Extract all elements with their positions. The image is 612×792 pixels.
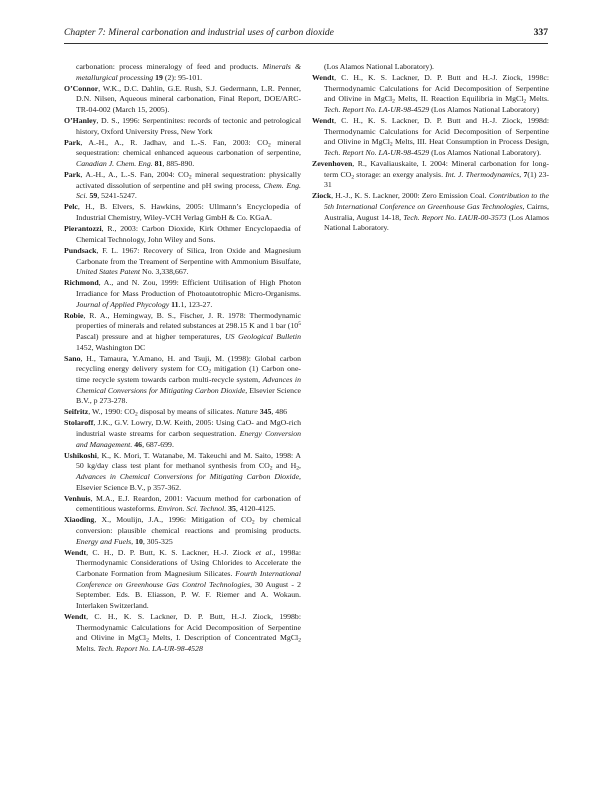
- reference-pundsack: Pundsack, F. L. 1967: Recovery of Silica, Iron Oxide and Magnesium Carbonate from the Treament of Serpentine with Ammonium Bisulfate, United States Patent No. 3,338,667.: [64, 245, 301, 277]
- reference-richmond: Richmond, A., and N. Zou, 1999: Efficient Utilisation of High Photon Irradiance for Mass Production of Photoautotrophic Micro-Organisms. Journal of Applied Phycology 11.1, 123-27.: [64, 278, 301, 309]
- references-left-column: [64, 62, 301, 655]
- reference-continuation: carbonation: process mineralogy of feed and products. Minerals & metallurgical processing 19 (2): 95-101.: [76, 62, 302, 82]
- reference-wendt-1998c: Wendt, C. H., K. S. Lackner, D. P. Butt and H.-J. Ziock, 1998c: Thermodynamic Calculations for Acid Decomposition of Serpentine and Olivine in MgCl$_2$ Melts, II. Reaction Equilibria in MgCl$_2$ Melts. Tech. Report No. LA-UR-98-4529 (Los Alamos National Laboratory): [312, 73, 549, 115]
- header-rule: [64, 43, 548, 44]
- reference-pierantozzi: Pierantozzi, R., 2003: Carbon Dioxide, Kirk Othmer Encyclopaedia of Chemical Technology, John Wiley and Sons.: [64, 224, 301, 244]
- reference-oconnor: O’Connor, W.K., D.C. Dahlin, G.E. Rush, S.J. Gedermann, L.R. Penner, D.N. Nilsen, Aqueous mineral carbonation, Final Report, DOE/ARC-TR-04-002 (March 15, 2005).: [64, 83, 301, 115]
- reference-continuation: (Los Alamos National Laboratory).: [324, 62, 434, 71]
- reference-ohanley: O’Hanley, D. S., 1996: Serpentinites: records of tectonic and petrological history, Oxford University Press, New York: [64, 116, 301, 136]
- running-header: [64, 27, 548, 41]
- reference-sano: Sano, H., Tamaura, Y.Amano, H. and Tsuji, M. (1998): Global carbon recycling energy delivery system for $CO_2$ mitigation (1) Carbon one-time recycle system towards carbon multi-recycle system, Advances in Chemical Conversions for Mitigating Carbon Dioxide, Elsevier Science B.V., p 273-278.: [64, 353, 302, 406]
- reference-wendt-1998a: Wendt, C. H., D. P. Butt, K. S. Lackner, H.-J. Ziock et al., 1998a: Thermodynamic Considerations of Using Chlorides to Accelerate the Carbonate Formation from Magnesium Silicates. Fourth International Conference on Greenhouse Gas Control Technologies, 30 August - 2 September. Eds. B. Eliasson, P. W. F. Riemer and A. Wokaun. Interlaken Switzerland.: [64, 547, 301, 611]
- references-right-column: [312, 62, 549, 234]
- page-number: 337: [533, 27, 548, 38]
- reference-park-2004: Park, A.-H., A., L.-S. Fan, 2004: $CO_2$ mineral sequestration: physically activated dissolution of serpentine and pH swing process, Chem. Eng. Sci. 59, 5241-5247.: [64, 170, 302, 201]
- reference-xiaoding: Xiaoding, X., Moulijn, J.A., 1996: Mitigation of $CO_2$ by chemical conversion: plausible chemical reactions and promising products. Energy and Fuels, 10, 305-325: [64, 515, 302, 546]
- reference-ziock: Ziock, H.-J., K. S. Lackner, 2000: Zero Emission Coal. Contribution to the 5th International Conference on Greenhouse Gas Technologies, Cairns, Australia, August 14-18, Tech. Report No. LAUR-00-3573 (Los Alamos National Laboratory.: [312, 191, 550, 233]
- reference-wendt-1998d: Wendt, C. H., K. S. Lackner, D. P. Butt and H.-J. Ziock, 1998d: Thermodynamic Calculations for Acid Decomposition of Serpentine and Olivine in MgCl$_2$ Melts, III. Heat Consumption in Process Design, Tech. Report No. LA-UR-98-4529 (Los Alamos National Laboratory).: [312, 116, 549, 158]
- reference-wendt-1998b: Wendt, C. H., K. S. Lackner, D. P. Butt, H.-J. Ziock, 1998b: Thermodynamic Calculations for Acid Decomposition of Serpentine and Olivine in MgCl$_2$ Melts, I. Description of Concentrated MgCl$_2$ Melts. Tech. Report No. LA-UR-98-4528: [64, 612, 301, 654]
- reference-ushikoshi: Ushikoshi, K., K. Mori, T. Watanabe, M. Takeuchi and M. Saito, 1998: A 50 kg/day class test plant for methanol synthesis from $CO_2$ and $H_2$, Advances in Chemical Conversions for Mitigating Carbon Dioxide, Elsevier Science B.V., p 357-362.: [64, 450, 301, 492]
- reference-stolaroff: Stolaroff, J.K., G.V. Lowry, D.W. Keith, 2005: Using CaO- and MgO-rich industrial waste streams for carbon sequestration. Energy Conversion and Management. 46, 687-699.: [64, 418, 301, 449]
- reference-park-2003: Park, A.-H., A., R. Jadhav, and L.-S. Fan, 2003: $CO_2$ mineral sequestration: chemical enhanced aqueous carbonation of serpentine, Canadian J. Chem. Eng. 81, 885-890.: [64, 137, 302, 169]
- reference-robie: Robie, R. A., Hemingway, B. S., Fischer, J. R. 1978: Thermodynamic properties of minerals and related substances at 298.15 K and 1 bar ($10^5$ Pascal) pressure and at higher temperatures, US Geological Bulletin 1452, Washington DC: [64, 310, 301, 352]
- chapter-title: Chapter 7: Mineral carbonation and industrial uses of carbon dioxide: [64, 27, 334, 38]
- reference-pelc: Pelc, H., B. Elvers, S. Hawkins, 2005: Ullmann’s Encyclopedia of Industrial Chemistry, Wiley-VCH Verlag GmbH & Co. KGaA.: [64, 202, 301, 223]
- reference-seifritz: Seifritz, W., 1990: $CO_2$ disposal by means of silicates. Nature 345, 486: [64, 407, 287, 418]
- reference-venhuis: Venhuis, M.A., E.J. Reardon, 2001: Vacuum method for carbonation of cementitious wasteforms. Environ. Sci. Technol. 35, 4120-4125.: [64, 493, 301, 514]
- reference-zevenhoven: Zevenhoven, R., Kavaliauskaite, I. 2004: Mineral carbonation for long-term $CO_2$ storage: an exergy analysis. Int. J. Thermodynamics, 7(1) 23-31: [312, 159, 550, 190]
